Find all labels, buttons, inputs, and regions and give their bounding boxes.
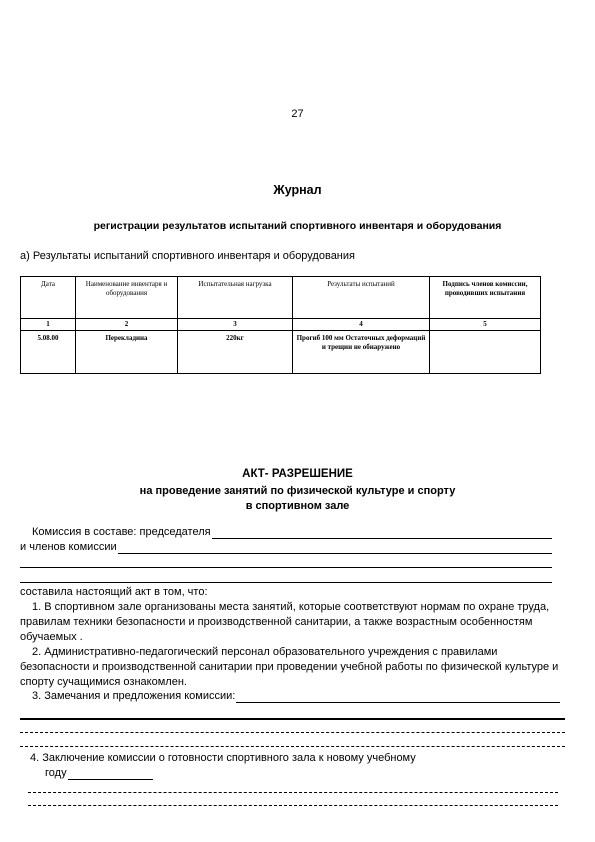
page-number: 27: [291, 108, 304, 120]
conclusion-text: 4. Заключение комиссии о готовности спортивного зала к новому учебному: [30, 752, 416, 764]
col-number: 4: [293, 319, 430, 331]
commission-label: Комиссия в составе: председателя: [32, 526, 211, 538]
header-signature: Подпись членов комиссии, проводивших испытания: [430, 277, 541, 319]
fill-line: [20, 718, 565, 720]
fill-line: [20, 746, 565, 747]
col-number: 5: [430, 319, 541, 331]
table-number-row: [21, 319, 541, 331]
act-subtitle: на проведение занятий по физической культуре и спорту: [139, 485, 456, 497]
journal-title: Журнал: [273, 183, 322, 197]
fill-line: [236, 691, 560, 703]
commission-members-line: [20, 540, 552, 554]
act-title: АКТ- РАЗРЕШЕНИЕ: [242, 468, 353, 480]
fill-line: [28, 792, 558, 793]
remarks-label: 3. Замечания и предложения комиссии:: [32, 690, 236, 702]
test-results-table: [20, 276, 541, 374]
commission-chair-line: [32, 525, 552, 539]
cell-test-load: 220кг: [178, 330, 293, 373]
act-item-2: 2. Административно-педагогический персонал образовательного учреждения с правилами безопасности и производственной санитарии при проведении учебной работы по физической культуре и спорту сучащимися ознакомлен.: [20, 646, 559, 688]
act-subtitle: в спортивном зале: [245, 500, 350, 512]
cell-item-name: Перекладина: [76, 330, 178, 373]
fill-line: [20, 567, 552, 568]
fill-line: [118, 542, 552, 554]
table-row: [21, 330, 541, 373]
act-item-1: 1. В спортивном зале организованы места занятий, которые соответствуют нормам по охране труда, правилам техники безопасности и производственной санитарии, а также возрастным особенностям обучаемых .: [20, 601, 550, 643]
table-caption: а) Результаты испытаний спортивного инвентаря и оборудования: [20, 250, 355, 262]
table-header-row: [21, 277, 541, 319]
compiled-text: составила настоящий акт в том, что:: [20, 586, 208, 598]
cell-test-results: Прогиб 100 мм Остаточных деформаций и трещин не обнаружено: [293, 330, 430, 373]
col-number: 3: [178, 319, 293, 331]
fill-line: [20, 732, 565, 733]
col-number: 1: [21, 319, 76, 331]
fill-line: [28, 805, 558, 806]
fill-line: [212, 527, 552, 539]
col-number: 2: [76, 319, 178, 331]
header-item-name: Наименование инвентаря и оборудования: [76, 277, 178, 319]
year-label: году: [45, 767, 67, 779]
members-label: и членов комиссии: [20, 541, 117, 553]
cell-signature: [430, 330, 541, 373]
journal-subtitle: регистрации результатов испытаний спортивного инвентаря и оборудования: [93, 220, 502, 232]
conclusion-year-line: [45, 766, 153, 780]
cell-date: 5.08.00: [21, 330, 76, 373]
fill-line: [68, 768, 153, 780]
fill-line: [20, 582, 552, 583]
header-test-results: Результаты испытаний: [293, 277, 430, 319]
remarks-line: [32, 689, 560, 703]
header-test-load: Испытательная нагрузка: [178, 277, 293, 319]
header-date: Дата: [21, 277, 76, 319]
